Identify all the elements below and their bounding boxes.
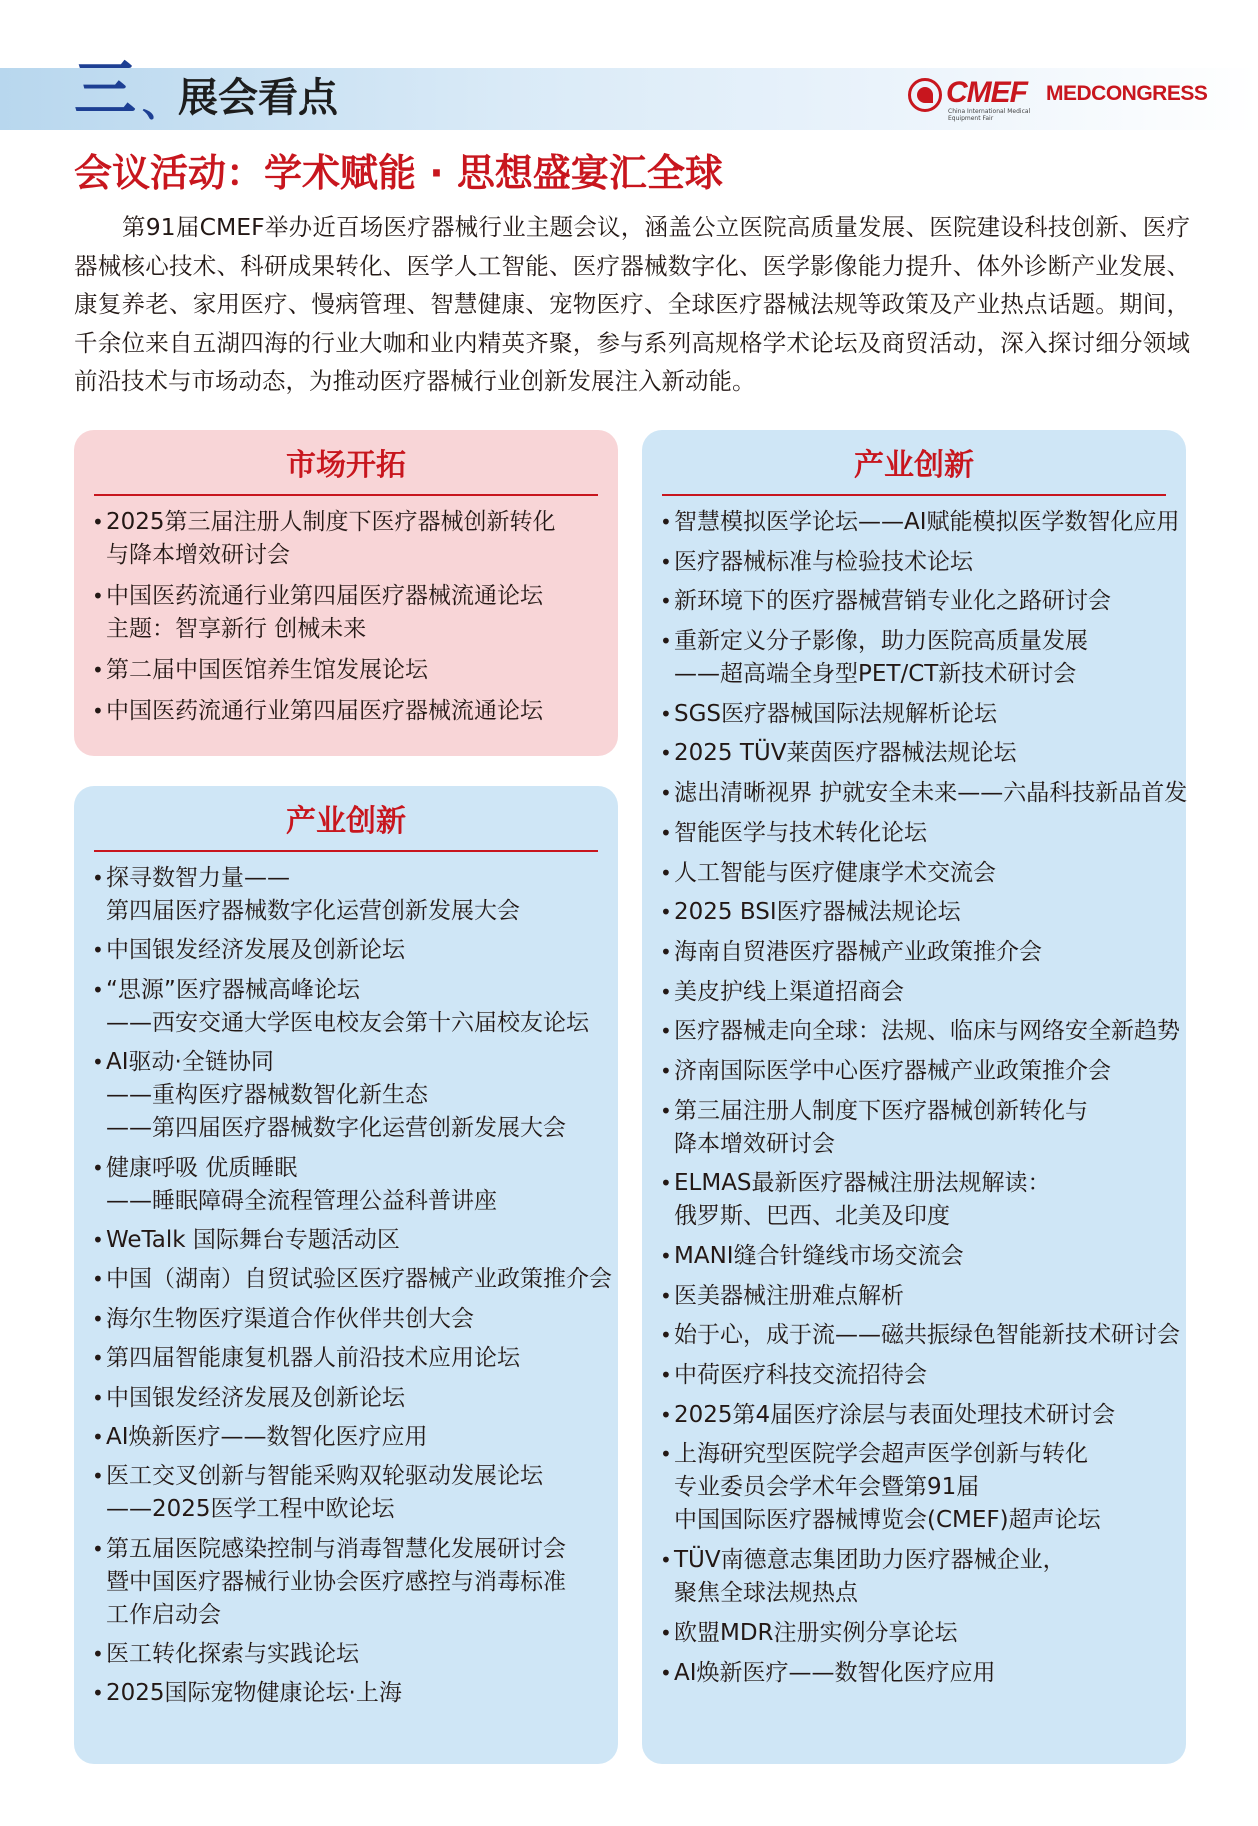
list-item bbox=[94, 1342, 598, 1375]
list-item bbox=[94, 1677, 598, 1710]
list-item-text: • 中国银发经济发展及创新论坛 bbox=[106, 1384, 405, 1411]
list-item bbox=[662, 1319, 1180, 1352]
list-item bbox=[94, 654, 598, 687]
list-item-text: • 第三届注册人制度下医疗器械创新转化与 bbox=[674, 1097, 1088, 1124]
list-item-text: • 2025第4届医疗涂层与表面处理技术研讨会 bbox=[674, 1401, 1116, 1428]
list-item-subline: 主题：智享新行 创械未来 bbox=[106, 616, 367, 642]
cmef-logo bbox=[908, 76, 1208, 122]
list-item-subline: 俄罗斯、巴西、北美及印度 bbox=[674, 1203, 950, 1230]
list-item-subline: 第四届医疗器械数字化运营创新发展大会 bbox=[106, 898, 520, 924]
list-item bbox=[94, 695, 598, 728]
list-item bbox=[94, 1638, 598, 1671]
list-item-subline: 降本增效研讨会 bbox=[674, 1130, 835, 1157]
list-item-subline: 工作启动会 bbox=[106, 1601, 221, 1628]
list-item-subline: ——重构医疗器械数智化新生态 bbox=[106, 1082, 428, 1109]
list-item-text: • 中荷医疗科技交流招待会 bbox=[674, 1362, 927, 1389]
list-item bbox=[94, 1382, 598, 1415]
list-item-subline: ——西安交通大学医电校友会第十六届校友论坛 bbox=[106, 1009, 589, 1036]
list-item-text: • 智能医学与技术转化论坛 bbox=[674, 819, 927, 846]
list-item-text: • 2025 BSI医疗器械法规论坛 bbox=[674, 899, 961, 926]
list-item-text: • “思源”医疗器械高峰论坛 bbox=[106, 976, 360, 1003]
section-title: 展会看点 bbox=[178, 75, 338, 121]
list-item-text: • ELMAS最新医疗器械注册法规解读： bbox=[674, 1170, 1051, 1197]
industry-left-list bbox=[94, 862, 612, 1710]
list-item-text: • 人工智能与医疗健康学术交流会 bbox=[674, 859, 996, 886]
list-item bbox=[662, 698, 1166, 731]
list-item-text: • AI焕新医疗——数智化医疗应用 bbox=[106, 1423, 428, 1450]
list-item-text: • 上海研究型医院学会超声医学创新与转化 bbox=[674, 1441, 1088, 1468]
list-item-subline: 与降本增效研讨会 bbox=[106, 542, 290, 568]
list-item-text: • 健康呼吸 优质睡眠 bbox=[106, 1154, 298, 1181]
logo-cmef-text: CMEF bbox=[946, 76, 1027, 109]
list-item bbox=[662, 1544, 1166, 1610]
market-list bbox=[94, 506, 598, 728]
list-item bbox=[662, 1240, 1166, 1273]
logo-medcongress: MEDCONGRESS bbox=[1046, 82, 1208, 105]
list-item-text: • 济南国际医学中心医疗器械产业政策推介会 bbox=[674, 1057, 1111, 1084]
list-item bbox=[662, 1095, 1166, 1161]
list-item-text: • 滤出清晰视界 护就安全未来——六晶科技新品首发 bbox=[674, 780, 1188, 807]
list-item bbox=[662, 1617, 1166, 1650]
list-item-text: • 新环境下的医疗器械营销专业化之路研讨会 bbox=[674, 588, 1111, 615]
list-item bbox=[94, 506, 598, 572]
list-item bbox=[662, 1167, 1166, 1233]
list-item-text: • 第四届智能康复机器人前沿技术应用论坛 bbox=[106, 1345, 520, 1372]
list-item bbox=[662, 1399, 1166, 1432]
list-item bbox=[94, 1303, 598, 1336]
list-item bbox=[662, 896, 1166, 929]
list-item-text: • TÜV南德意志集团助力医疗器械企业， bbox=[674, 1547, 1066, 1574]
list-item-text: • 2025国际宠物健康论坛·上海 bbox=[106, 1680, 402, 1707]
list-item bbox=[662, 1657, 1166, 1690]
list-item-text: • 重新定义分子影像，助力医院高质量发展 bbox=[674, 628, 1088, 655]
list-item bbox=[94, 1046, 598, 1145]
list-item-text: • 医疗器械标准与检验技术论坛 bbox=[674, 548, 973, 575]
list-item bbox=[662, 1280, 1166, 1313]
list-item bbox=[662, 857, 1166, 890]
industry-left-panel-title: 产业创新 bbox=[94, 800, 598, 852]
list-item-text: • 中国医药流通行业第四届医疗器械流通论坛 bbox=[106, 698, 543, 724]
list-item-text: • 2025第三届注册人制度下医疗器械创新转化 bbox=[106, 509, 556, 535]
list-item bbox=[662, 506, 1180, 539]
list-item-text: • 美皮护线上渠道招商会 bbox=[674, 978, 904, 1005]
intro-paragraph: 第91届CMEF举办近百场医疗器械行业主题会议，涵盖公立医院高质量发展、医院建设科技创新、医疗器械核心技术、科研成果转化、医学人工智能、医疗器械数字化、医学影像能力提升、体外诊断产业发展、康复养老、家用医疗、慢病管理、智慧健康、宠物医疗、全球医疗器械法规等政策及产业热点话题。期间，千余位来自五湖四海的行业大咖和业内精英齐聚，参与系列高规格学术论坛及商贸活动，深入探讨细分领域前沿技术与市场动态，为推动医疗器械行业创新发展注入新动能。 bbox=[74, 213, 1190, 395]
list-item bbox=[94, 862, 598, 928]
industry-right-panel-title: 产业创新 bbox=[662, 444, 1166, 496]
market-panel-title: 市场开拓 bbox=[94, 444, 598, 496]
list-item-text: • 医疗器械走向全球：法规、临床与网络安全新趋势 bbox=[674, 1018, 1180, 1045]
logo-cmef-subtitle: China International Medical Equipment Fair bbox=[948, 108, 1031, 122]
list-item-subline: ——睡眠障碍全流程管理公益科普讲座 bbox=[106, 1187, 497, 1214]
list-item-text: • 海尔生物医疗渠道合作伙伴共创大会 bbox=[106, 1305, 474, 1332]
list-item-text: • 中国（湖南）自贸试验区医疗器械产业政策推介会 bbox=[106, 1266, 612, 1293]
list-item-text: • 第二届中国医馆养生馆发展论坛 bbox=[106, 657, 428, 683]
list-item bbox=[662, 976, 1166, 1009]
list-item bbox=[662, 625, 1166, 691]
section-number: 三 bbox=[74, 52, 133, 125]
section-separator: 、 bbox=[142, 81, 181, 125]
list-item bbox=[662, 737, 1166, 770]
list-item-text: • 智慧模拟医学论坛——AI赋能模拟医学数智化应用 bbox=[674, 509, 1180, 535]
list-item bbox=[662, 1055, 1166, 1088]
list-item-text: • 海南自贸港医疗器械产业政策推介会 bbox=[674, 938, 1042, 965]
list-item bbox=[662, 546, 1166, 579]
list-item-text: • AI驱动·全链协同 bbox=[106, 1049, 274, 1076]
list-item-text: • 欧盟MDR注册实例分享论坛 bbox=[674, 1619, 958, 1646]
cmef-emblem-icon bbox=[908, 78, 942, 112]
list-item-text: • 中国银发经济发展及创新论坛 bbox=[106, 937, 405, 964]
list-item bbox=[94, 580, 598, 646]
list-item-subline: ——2025医学工程中欧论坛 bbox=[106, 1496, 395, 1523]
list-item bbox=[662, 1438, 1166, 1537]
list-item-text: • 医美器械注册难点解析 bbox=[674, 1282, 904, 1309]
list-item-text: • SGS医疗器械国际法规解析论坛 bbox=[674, 700, 998, 727]
list-item bbox=[94, 934, 598, 967]
list-item bbox=[662, 1359, 1166, 1392]
list-item-text: • 医工转化探索与实践论坛 bbox=[106, 1641, 359, 1668]
list-item bbox=[662, 585, 1166, 618]
list-item-text: • 医工交叉创新与智能采购双轮驱动发展论坛 bbox=[106, 1463, 543, 1490]
industry-right-list bbox=[662, 506, 1188, 1690]
list-item-text: • 第五届医院感染控制与消毒智慧化发展研讨会 bbox=[106, 1535, 566, 1562]
list-item-text: • 始于心，成于流——磁共振绿色智能新技术研讨会 bbox=[674, 1322, 1180, 1349]
list-item bbox=[94, 1533, 598, 1632]
list-item bbox=[662, 817, 1166, 850]
list-item-text: • WeTalk 国际舞台专题活动区 bbox=[106, 1226, 400, 1253]
list-item-text: • AI焕新医疗——数智化医疗应用 bbox=[674, 1659, 996, 1686]
list-item bbox=[94, 1152, 598, 1218]
list-item-subline: 聚焦全球法规热点 bbox=[674, 1580, 858, 1607]
industry-panel-left bbox=[74, 786, 618, 1764]
list-item-text: • 2025 TÜV莱茵医疗器械法规论坛 bbox=[674, 740, 1017, 767]
list-item-text: • 中国医药流通行业第四届医疗器械流通论坛 bbox=[106, 583, 543, 609]
list-item-subline: 暨中国医疗器械行业协会医疗感控与消毒标准 bbox=[106, 1568, 566, 1595]
market-panel bbox=[74, 430, 618, 756]
list-item-subline: 专业委员会学术年会暨第91届 bbox=[674, 1474, 980, 1501]
list-item-text: • 探寻数智力量—— bbox=[106, 865, 290, 891]
list-item bbox=[94, 1263, 612, 1296]
page-subtitle: 会议活动：学术赋能 · 思想盛宴汇全球 bbox=[74, 151, 723, 195]
list-item bbox=[662, 936, 1166, 969]
list-item bbox=[662, 1015, 1180, 1048]
list-item-subline: ——第四届医疗器械数字化运营创新发展大会 bbox=[106, 1115, 566, 1142]
list-item-text: • MANI缝合针缝线市场交流会 bbox=[674, 1243, 964, 1269]
list-item bbox=[94, 1460, 598, 1526]
list-item-subline: 中国国际医疗器械博览会(CMEF)超声论坛 bbox=[674, 1507, 1101, 1534]
list-item bbox=[662, 777, 1188, 810]
list-item bbox=[94, 1421, 598, 1454]
list-item bbox=[94, 974, 598, 1040]
list-item-subline: ——超高端全身型PET/CT新技术研讨会 bbox=[674, 661, 1077, 688]
industry-panel-right bbox=[642, 430, 1186, 1764]
list-item bbox=[94, 1224, 598, 1257]
